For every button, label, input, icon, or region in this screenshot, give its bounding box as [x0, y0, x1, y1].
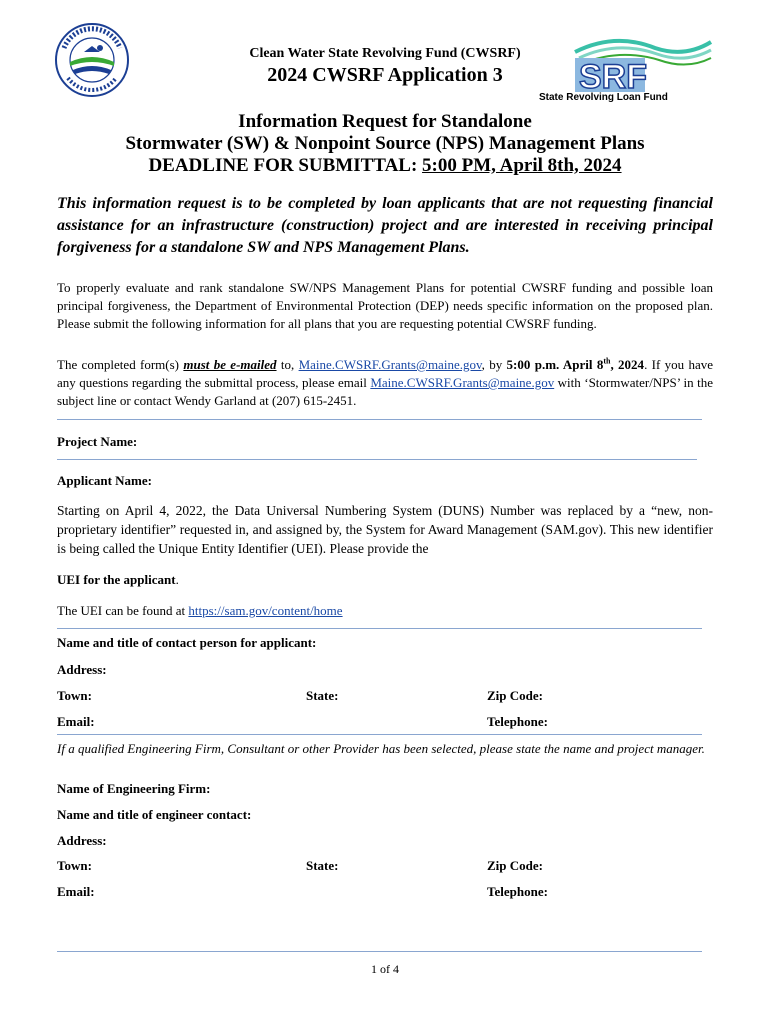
engineer-contact-label: Name and title of engineer contact: — [57, 807, 252, 822]
text-span: with ‘Stormwater/NPS’ in the subject line or contact Wendy Garland at (207) 615-2451. — [57, 375, 713, 408]
project-name-line — [57, 459, 697, 460]
intro-statement: This information request is to be completed by loan applicants that are not requesting financial assistance for an infrastructure (construction) project and are interested in receiving principal forgiveness for a standalone SW and NPS Management Plans. — [57, 195, 713, 256]
engineering-firm-label: Name of Engineering Firm: — [57, 781, 211, 796]
divider — [57, 628, 702, 629]
text-span: 5:00 p.m. April 8 — [506, 357, 604, 372]
page-number: 1 of 4 — [371, 962, 399, 976]
deadline-date: 5:00 PM, April 8th, 2024 — [422, 155, 622, 176]
zip-code-label: Zip Code: — [487, 688, 543, 703]
application-title: 2024 CWSRF Application 3 — [267, 64, 503, 86]
sam-gov-link[interactable]: https://sam.gov/content/home — [188, 603, 343, 618]
engineer-town-label: Town: — [57, 858, 92, 873]
contact-person-label: Name and title of contact person for applicant: — [57, 635, 317, 650]
engineer-state-label: State: — [306, 858, 339, 873]
engineer-zip-code-label: Zip Code: — [487, 858, 543, 873]
email-link-2[interactable]: Maine.CWSRF.Grants@maine.gov — [370, 375, 555, 390]
program-name: Clean Water State Revolving Fund (CWSRF) — [249, 46, 521, 61]
uei-location — [57, 603, 343, 619]
project-name-label: Project Name: — [57, 434, 138, 449]
uei-label — [57, 572, 179, 588]
engineer-address-label: Address: — [57, 833, 107, 848]
text-span: . If you have any questions regarding the submittal process, please email — [57, 357, 714, 390]
text-span: , by — [481, 357, 507, 372]
divider — [57, 734, 702, 735]
address-label: Address: — [57, 662, 107, 677]
svg-text:SRF: SRF — [579, 58, 647, 96]
evaluation-paragraph: To properly evaluate and rank standalone SW/NPS Management Plans for potential CWSRF funding and possible loan principal forgiveness, the Department of Environmental Protection (DEP) needs specific information on the proposed plan. Please submit the following information for all plans that you are requesting potential CWSRF funding. — [57, 280, 713, 331]
submittal-paragraph — [57, 356, 713, 410]
telephone-label: Telephone: — [487, 714, 548, 729]
engineer-telephone-label: Telephone: — [487, 884, 548, 899]
title-line-1: Information Request for Standalone — [238, 111, 532, 132]
deadline-line — [0, 155, 770, 176]
engineering-firm-note: If a qualified Engineering Firm, Consultant or other Provider has been selected, please state the name and project manager. — [57, 741, 705, 756]
town-label: Town: — [57, 688, 92, 703]
text-span: The UEI can be found at — [57, 603, 189, 618]
must-email-emphasis: must be e-mailed — [183, 357, 277, 372]
text-span: The completed form(s) — [57, 357, 184, 372]
text-span: . — [175, 572, 179, 587]
email-label: Email: — [57, 714, 95, 729]
deadline-prefix: DEADLINE FOR SUBMITTAL: — [148, 155, 423, 176]
divider — [57, 419, 702, 420]
email-link-1[interactable]: Maine.CWSRF.Grants@maine.gov — [298, 357, 482, 372]
title-line-2: Stormwater (SW) & Nonpoint Source (NPS) Management Plans — [125, 133, 645, 154]
text-span: , 2024 — [610, 357, 645, 372]
deadline-time — [507, 357, 645, 372]
footer-divider — [57, 951, 702, 952]
superscript: th — [603, 356, 611, 366]
state-label: State: — [306, 688, 339, 703]
applicant-name-label: Applicant Name: — [57, 473, 152, 488]
text-span: UEI for the applicant — [57, 572, 176, 587]
text-span: to, — [276, 357, 299, 372]
uei-explanation: Starting on April 4, 2022, the Data Universal Numbering System (DUNS) Number was replaced by a “new, non-proprietary identifier” requested in, and assigned by, the System for Award Management (SAM.gov). This new identifier is being called the Unique Entity Identifier (UEI). Please provide the — [57, 503, 713, 556]
engineer-email-label: Email: — [57, 884, 95, 899]
srf-logo-caption: State Revolving Loan Fund — [539, 92, 668, 103]
